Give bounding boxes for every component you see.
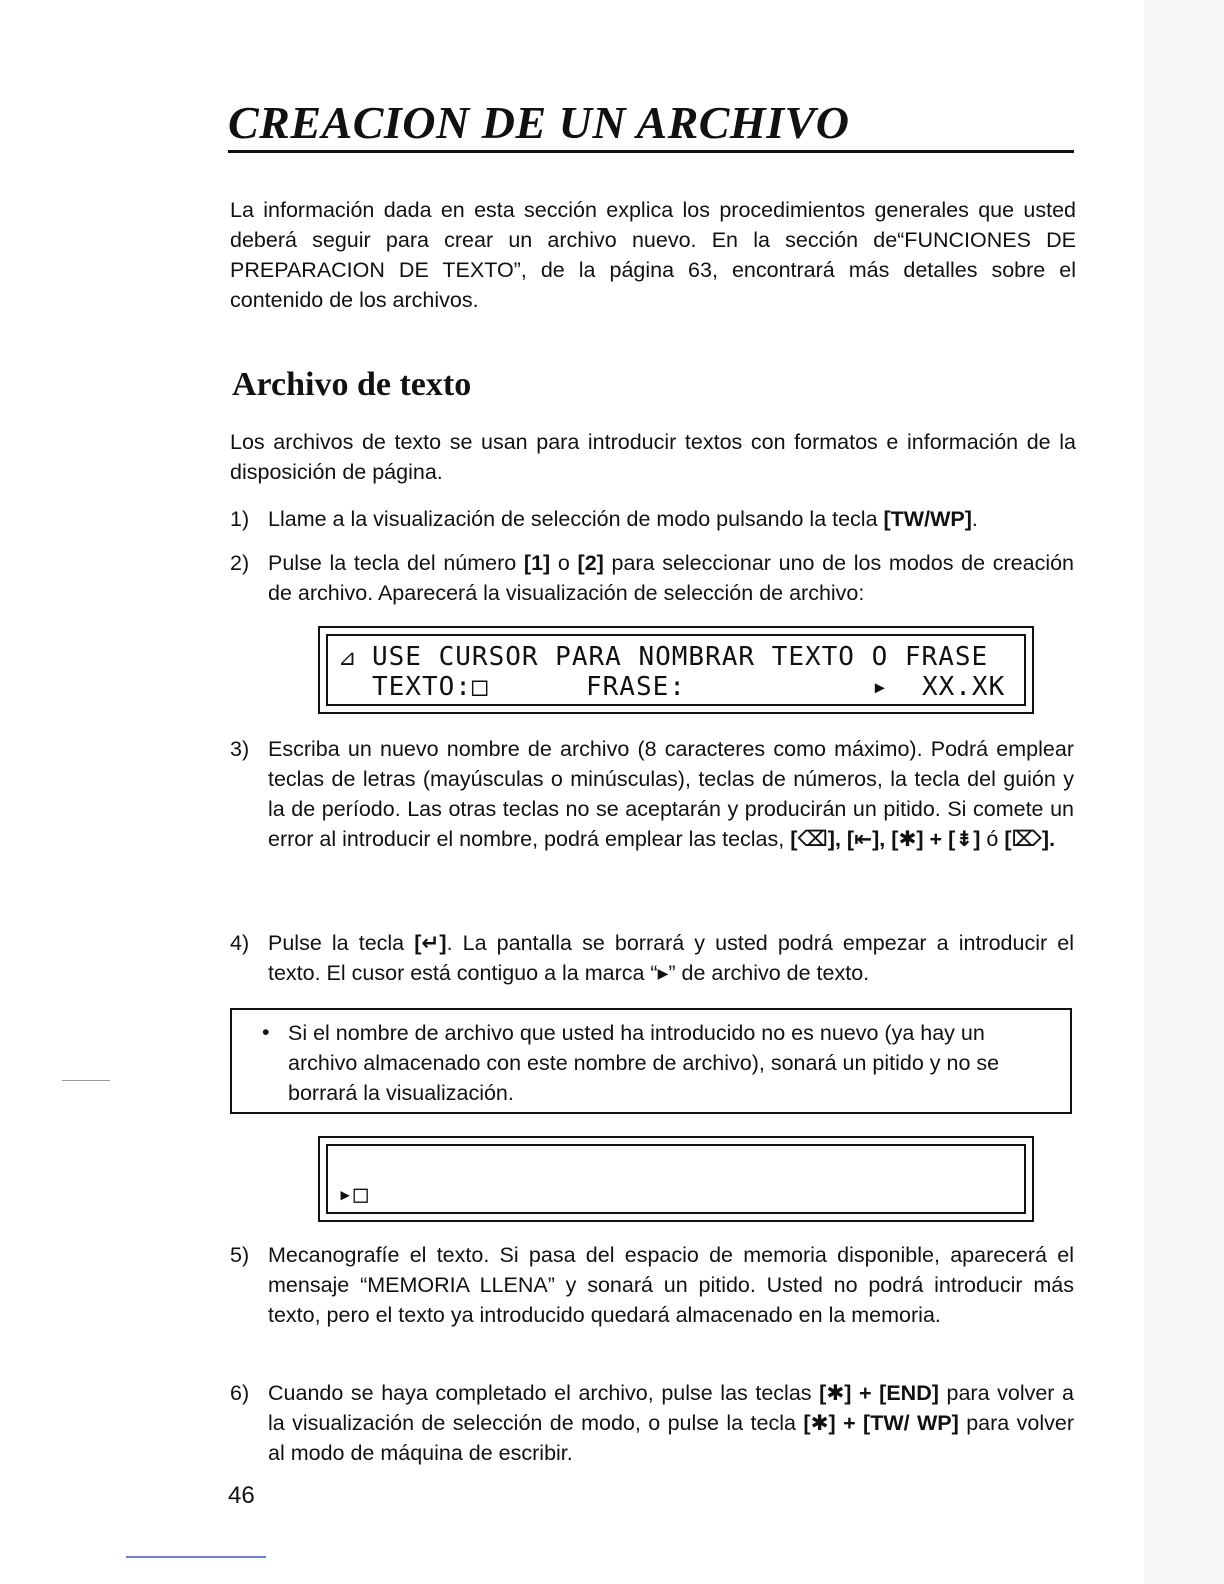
step-text: Pulse la tecla: [268, 931, 415, 955]
lcd-display-text-entry: [318, 1136, 1034, 1222]
step-text: .: [971, 507, 978, 531]
note-text: Si el nombre de archivo que usted ha introducido no es nuevo (ya hay un archivo almacenado con este nombre de archivo), sonará un pitido y no se borrará la visualización.: [288, 1021, 1000, 1105]
lcd-phrase-field: FRASE:: [586, 672, 686, 702]
scan-margin-right: [1144, 0, 1224, 1584]
step-1: [230, 504, 1074, 534]
step-2: [230, 548, 1074, 608]
note-box: [230, 1008, 1072, 1114]
lcd-prompt-icon: ⊿: [338, 646, 358, 671]
section-intro: Los archivos de texto se usan para introducir textos con formatos e información de la disposición de página.: [230, 430, 1076, 484]
lcd-line-1: USE CURSOR PARA NOMBRAR TEXTO O FRASE: [372, 642, 989, 672]
step-number: 2): [230, 551, 250, 575]
title-underline: [228, 150, 1074, 153]
scan-artifact-line: [62, 1080, 110, 1081]
key-1: [1]: [523, 551, 551, 575]
step-4: [230, 928, 1074, 988]
key-2: [2]: [577, 551, 604, 575]
key-code: [✱]: [891, 827, 924, 851]
step-text: Mecanografíe el texto. Si pasa del espacio de memoria disponible, aparecerá el mensaje “MEMORIA LLENA” y sonará un pitido. Usted no podrá introducir más texto, pero el texto ya introducido quedará almacenado en la memoria.: [268, 1243, 1074, 1327]
key-code-end: [✱] + [END]: [819, 1381, 939, 1405]
key-backspace: [⌫],: [790, 827, 841, 851]
key-code-tw-wp: [✱] + [TW/ WP]: [803, 1411, 959, 1435]
step-3: [230, 734, 1074, 854]
key-page: [⇟]: [948, 827, 981, 851]
key-return: [⇤],: [846, 827, 886, 851]
step-text: para volver al modo de máquina de escribir.: [268, 1411, 1074, 1465]
step-text: para volver a la visualización de selección de modo, o pulse la tecla: [268, 1381, 1074, 1435]
lcd-text-field: TEXTO:□: [372, 672, 489, 702]
step-text: para seleccionar uno de los modos de creación de archivo. Aparecerá la visualización de selección de archivo:: [268, 551, 1075, 605]
bullet-icon: •: [262, 1020, 270, 1044]
intro-paragraph: La información dada en esta sección explica los procedimientos generales que usted deberá seguir para crear un archivo nuevo. En la sección de“FUNCIONES DE PREPARACION DE TEXTO”, de la página 63, encontrará más detalles sobre el contenido de los archivos.: [230, 198, 1076, 312]
step-5: [230, 1240, 1074, 1330]
step-text: . La pantalla se borrará y usted podrá empezar a introducir el texto. El cusor está contiguo a la marca “▸” de archivo de texto.: [268, 931, 1074, 985]
page-title: CREACION DE UN ARCHIVO: [228, 97, 850, 148]
step-6: [230, 1378, 1074, 1468]
or-word: ó: [986, 827, 999, 851]
step-text: o: [550, 551, 578, 575]
section-heading: Archivo de texto: [232, 366, 472, 403]
step-number: 4): [230, 931, 250, 955]
lcd-display-file-select: [318, 626, 1034, 714]
step-number: 5): [230, 1243, 250, 1267]
step-text: Pulse la tecla del número: [268, 551, 524, 575]
step-number: 1): [230, 507, 250, 531]
step-text: Cuando se haya completado el archivo, pulse las teclas: [268, 1381, 820, 1405]
key-tw-wp: [TW/WP]: [883, 507, 972, 531]
step-text: Escriba un nuevo nombre de archivo (8 caracteres como máximo). Podrá emplear teclas de letras (mayúsculas o minúsculas), teclas de números, la tecla del guión y la de período. Las otras teclas no se aceptarán y producirán un pitido. Si comete un error al introducir el nombre, podrá emplear las teclas,: [268, 737, 1074, 851]
step-number: 3): [230, 737, 250, 761]
lcd-memory-indicator: ▸ XX.XK: [872, 672, 1006, 702]
plus-sign: +: [929, 827, 943, 851]
lcd-cursor-line: ▸□: [338, 1180, 369, 1208]
page-number: 46: [228, 1482, 255, 1509]
step-text: Llame a la visualización de selección de modo pulsando la tecla: [268, 507, 884, 531]
key-return: [↵]: [414, 931, 447, 955]
key-delete: [⌦].: [1004, 827, 1056, 851]
step-number: 6): [230, 1381, 250, 1405]
bottom-edge-line: [126, 1556, 266, 1558]
